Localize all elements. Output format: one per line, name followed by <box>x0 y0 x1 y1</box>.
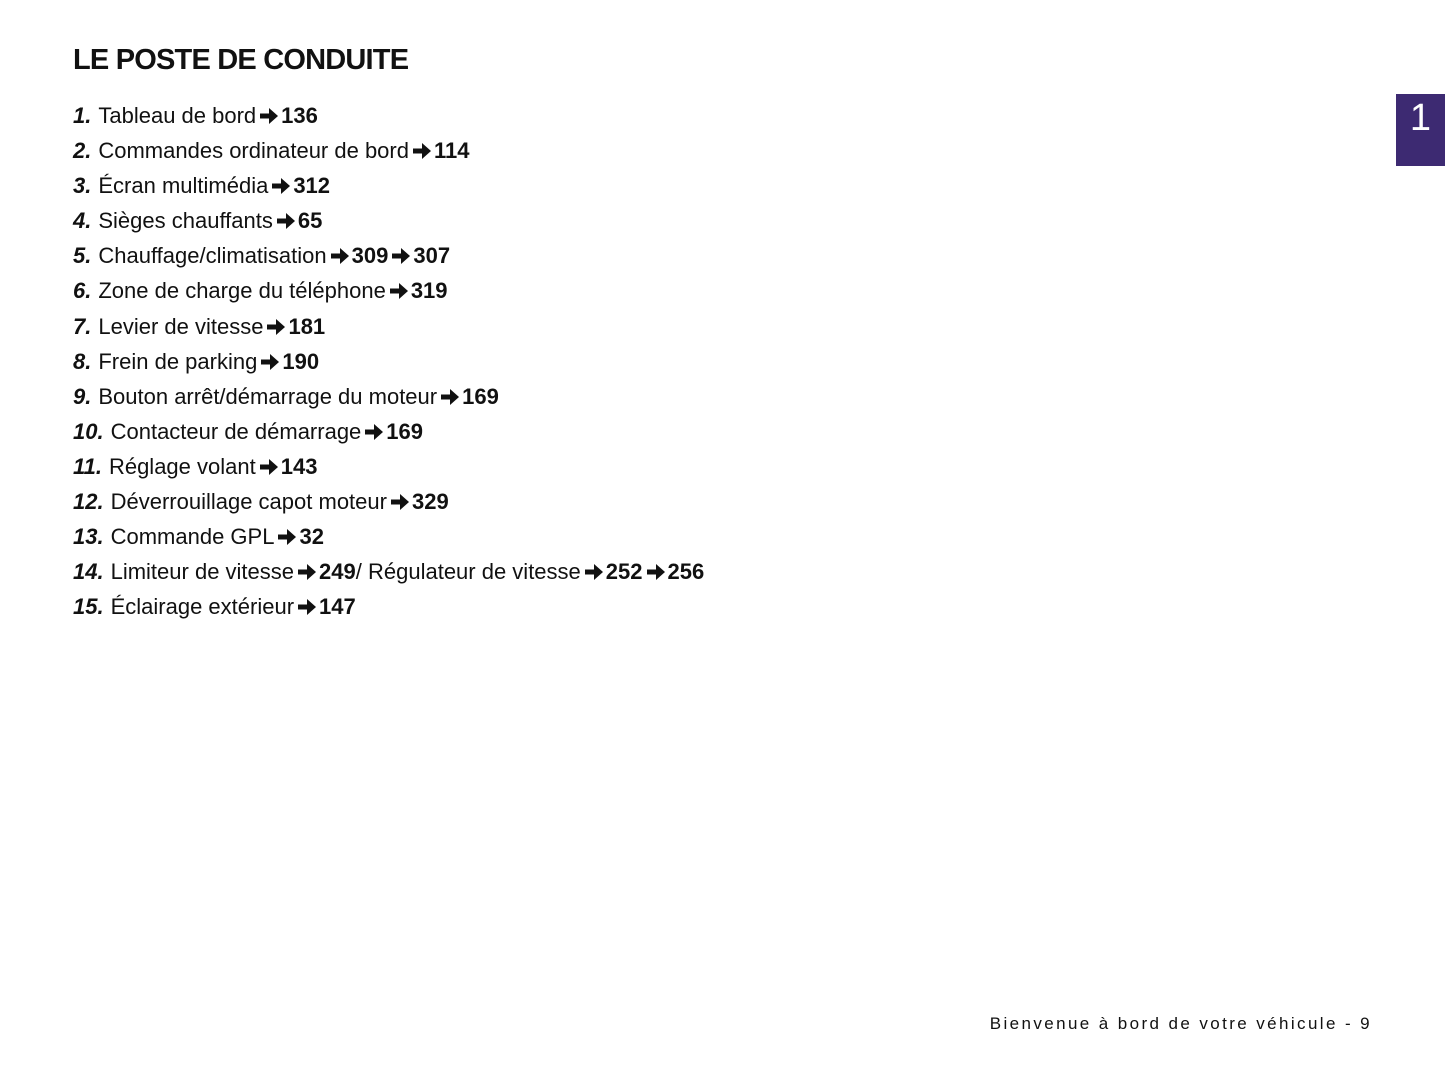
item-label-secondary: Régulateur de vitesse <box>367 559 581 585</box>
item-number: 8. <box>73 348 92 374</box>
arrow-right-icon <box>365 424 383 440</box>
item-label: Réglage volant <box>108 453 256 479</box>
item-number: 10. <box>73 418 104 444</box>
item-label: Zone de charge du téléphone <box>98 278 386 304</box>
list-item <box>73 133 704 168</box>
item-number: 14. <box>73 559 104 585</box>
item-number: 3. <box>73 173 92 199</box>
page-reference[interactable]: 169 <box>386 418 424 444</box>
page-reference[interactable]: 312 <box>293 173 331 199</box>
item-number: 5. <box>73 243 92 269</box>
page-reference[interactable]: 252 <box>605 559 643 585</box>
list-item <box>73 273 704 308</box>
arrow-right-icon <box>260 459 278 475</box>
item-number: 6. <box>73 278 92 304</box>
arrow-right-icon <box>413 143 431 159</box>
item-number: 13. <box>73 524 104 550</box>
item-label: Déverrouillage capot moteur <box>110 489 387 515</box>
item-label: Limiteur de vitesse <box>110 559 295 585</box>
feature-list <box>73 98 704 624</box>
item-label: Commande GPL <box>110 524 275 550</box>
page-reference[interactable]: 190 <box>282 348 320 374</box>
arrow-right-icon <box>647 564 665 580</box>
list-item <box>73 168 704 203</box>
arrow-right-icon <box>585 564 603 580</box>
page-reference[interactable]: 309 <box>351 243 389 269</box>
page-reference[interactable]: 169 <box>462 383 499 409</box>
page-reference[interactable]: 307 <box>413 243 451 269</box>
page-reference[interactable]: 147 <box>319 594 356 620</box>
arrow-right-icon <box>298 564 316 580</box>
arrow-right-icon <box>278 529 296 545</box>
page-reference[interactable]: 256 <box>667 559 705 585</box>
item-number: 7. <box>73 313 92 339</box>
page-reference[interactable]: 249 <box>319 559 356 585</box>
arrow-right-icon <box>261 354 279 370</box>
arrow-right-icon <box>272 178 290 194</box>
page-reference[interactable]: 181 <box>288 313 326 339</box>
arrow-right-icon <box>392 248 410 264</box>
page-reference[interactable]: 143 <box>280 453 318 479</box>
list-item <box>73 484 704 519</box>
page-reference[interactable]: 329 <box>411 489 449 515</box>
item-label: Commandes ordinateur de bord <box>98 138 409 164</box>
list-item <box>73 344 704 379</box>
page-reference[interactable]: 65 <box>297 208 323 234</box>
list-item <box>73 414 704 449</box>
item-number: 12. <box>73 489 104 515</box>
item-label: Tableau de bord <box>98 103 257 128</box>
item-number: 2. <box>73 138 92 164</box>
item-label: Écran multimédia <box>98 173 269 199</box>
item-number: 4. <box>73 208 92 234</box>
list-item <box>73 554 704 589</box>
page-reference[interactable]: 114 <box>433 138 470 164</box>
item-label: Sièges chauffants <box>98 208 273 234</box>
page-footer: Bienvenue à bord de votre véhicule - 9 <box>989 1014 1372 1033</box>
arrow-right-icon <box>441 389 459 405</box>
arrow-right-icon <box>391 494 409 510</box>
item-label: Éclairage extérieur <box>110 594 295 620</box>
list-item <box>73 98 704 133</box>
arrow-right-icon <box>331 248 349 264</box>
item-number: 11. <box>73 453 102 479</box>
list-item <box>73 379 704 414</box>
list-item <box>73 519 704 554</box>
list-item <box>73 238 704 273</box>
list-item <box>73 309 704 344</box>
list-item <box>73 589 704 624</box>
arrow-right-icon <box>298 599 316 615</box>
arrow-right-icon <box>267 319 285 335</box>
list-item <box>73 203 704 238</box>
arrow-right-icon <box>277 213 295 229</box>
list-item <box>73 449 704 484</box>
item-label: Contacteur de démarrage <box>110 418 362 444</box>
item-number: 9. <box>73 383 92 409</box>
arrow-right-icon <box>260 108 278 124</box>
chapter-tab: 1 <box>1396 94 1445 166</box>
item-label: Levier de vitesse <box>98 313 264 339</box>
page-reference[interactable]: 32 <box>299 524 324 550</box>
page-reference[interactable]: 136 <box>281 103 318 128</box>
item-separator: / <box>355 559 362 585</box>
arrow-right-icon <box>390 283 408 299</box>
item-label: Frein de parking <box>98 348 258 374</box>
item-number: 1. <box>73 103 92 128</box>
page-reference[interactable]: 319 <box>410 278 448 304</box>
item-label: Chauffage/climatisation <box>98 243 327 269</box>
page-title: LE POSTE DE CONDUITE <box>73 44 409 76</box>
item-number: 15. <box>73 594 104 620</box>
item-label: Bouton arrêt/démarrage du moteur <box>98 383 438 409</box>
